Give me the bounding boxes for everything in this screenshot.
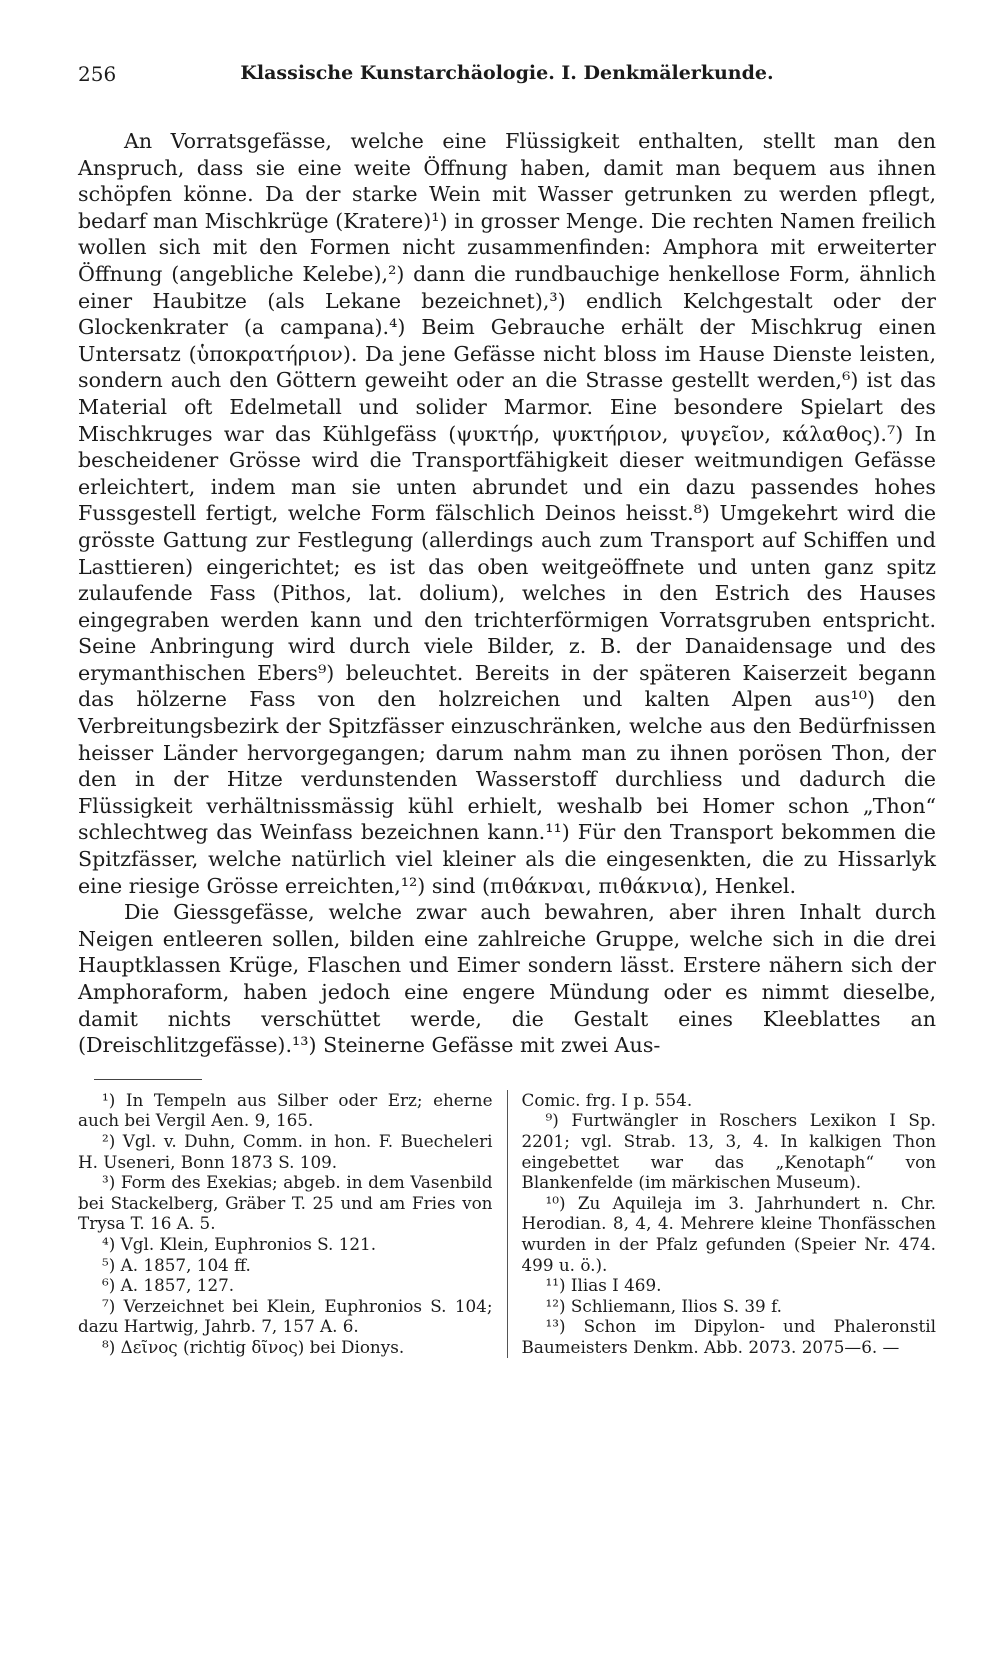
- footnote-6: ⁶) A. 1857, 127.: [102, 1275, 235, 1296]
- footnote-7: ⁷) Verzeichnet bei Klein, Euphronios S. 104; dazu Hartwig, Jahrb. 7, 157 A. 6.: [78, 1295, 493, 1337]
- footnote-4: ⁴) Vgl. Klein, Euphronios S. 121.: [102, 1233, 377, 1254]
- book-page: [78, 62, 936, 1358]
- page-number: 256: [78, 62, 117, 86]
- paragraph-giessgefaesse: Die Giessgefässe, welche zwar auch bewahren, aber ihren Inhalt durch Neigen entleeren sollen, bilden eine zahlreiche Gruppe, welche sich in die drei Hauptklassen Krüge, Flaschen und Eimer sondern lässt. Erstere nähern sich der Amphoraform, haben jedoch eine engere Mündung oder es nimmt dieselbe, damit nichts verschüttet werde, die Gestalt eines Kleeblattes an (Dreischlitzgefässe).¹³) Steinerne Gefässe mit zwei Aus-: [78, 900, 936, 1058]
- footnote-2: ²) Vgl. v. Duhn, Comm. in hon. F. Buecheleri H. Useneri, Bonn 1873 S. 109.: [78, 1130, 493, 1172]
- footnote-8: ⁸) Δεῖνος (richtig δῖνος) bei Dionys.: [102, 1336, 405, 1357]
- running-title: Klassische Kunstarchäologie. I. Denkmälerkunde.: [240, 62, 774, 84]
- footnote-11: ¹¹) Ilias I 469.: [545, 1275, 662, 1296]
- running-head: [78, 62, 936, 96]
- footnote-divider: [94, 1079, 202, 1080]
- footnote-1: ¹) In Tempeln aus Silber oder Erz; eherne auch bei Vergil Aen. 9, 165.: [78, 1089, 493, 1131]
- footnote-column-left: [78, 1090, 507, 1358]
- paragraph-vorratsgefaesse: An Vorratsgefässe, welche eine Flüssigkeit enthalten, stellt man den Anspruch, dass sie eine weite Öffnung haben, damit man bequem aus ihnen schöpfen könne. Da der starke Wein mit Wasser getrunken zu werden pflegt, bedarf man Mischkrüge (Kratere)¹) in grosser Menge. Die rechten Namen freilich wollen sich mit den Formen nicht zusammenfinden: Amphora mit erweiterter Öffnung (angebliche Kelebe),²) dann die rundbauchige henkellose Form, ähnlich einer Haubitze (als Lekane bezeichnet),³) endlich Kelchgestalt oder der Glockenkrater (a campana).⁴) Beim Gebrauche erhält der Mischkrug einen Untersatz (ὑποκρατήριον). Da jene Gefässe nicht bloss im Hause Dienste leisten, sondern auch den Göttern geweiht oder an die Strasse gestellt werden,⁶) ist das Material oft Edelmetall und solider Marmor. Eine besondere Spielart des Mischkruges war das Kühlgefäss (ψυκτήρ, ψυκτήριον, ψυγεῖον, κάλαθος).⁷) In bescheidener Grösse wird die Transportfähigkeit dieser weitmundigen Gefässe erleichtert, indem man sie unten abrundet und ein dazu passendes hohes Fussgestell fertigt, welche Form fälschlich Deinos heisst.⁸) Umgekehrt wird die grösste Gattung zur Festlegung (allerdings auch zum Transport auf Schiffen und Lasttieren) eingerichtet; es ist das oben weitgeöffnete und unten ganz spitz zulaufende Fass (Pithos, lat. dolium), welches in den Estrich des Hauses eingegraben werden kann und den trichterförmigen Vorratsgruben entspricht. Seine Anbringung wird durch viele Bilder, z. B. der Danaidensage und des erymanthischen Ebers⁹) beleuchtet. Bereits in der späteren Kaiserzeit begann das hölzerne Fass von den holzreichen und kalten Alpen aus¹⁰) den Verbreitungsbezirk der Spitzfässer einzuschränken, welche aus den Bedürfnissen heisser Länder hervorgegangen; darum nahm man zu ihnen porösen Thon, der den in der Hitze verdunstenden Wasserstoff durchliess und dadurch die Flüssigkeit verhältnissmässig kühl erhielt, weshalb bei Homer schon „Thon“ schlechtweg das Weinfass bezeichnen kann.¹¹) Für den Transport bekommen die Spitzfässer, welche natürlich viel kleiner als die eingesenkten, die zu Hissarlyk eine riesige Grösse erreichten,¹²) sind (πιθάκναι, πιθάκνια), Henkel.: [78, 129, 936, 898]
- footnote-12: ¹²) Schliemann, Ilios S. 39 f.: [545, 1295, 783, 1316]
- footnotes: [78, 1090, 936, 1358]
- footnote-8-continued: Comic. frg. I p. 554.: [521, 1089, 693, 1110]
- footnote-5: ⁵) A. 1857, 104 ff.: [102, 1254, 251, 1275]
- footnote-10: ¹⁰) Zu Aquileja im 3. Jahrhundert n. Chr. Herodian. 8, 4, 4. Mehrere kleine Thonfässchen wurden in der Pfalz gefunden (Speier Nr. 474. 499 u. ö.).: [521, 1192, 936, 1275]
- footnote-9: ⁹) Furtwängler in Roschers Lexikon I Sp. 2201; vgl. Strab. 13, 3, 4. In kalkigen Thon eingebettet war das „Kenotaph“ von Blankenfelde (im märkischen Museum).: [521, 1110, 936, 1193]
- footnote-column-right: [508, 1090, 937, 1358]
- main-text: [78, 128, 936, 1059]
- footnote-13: ¹³) Schon im Dipylon- und Phaleronstil Baumeisters Denkm. Abb. 2073. 2075—6. —: [521, 1316, 936, 1357]
- footnote-3: ³) Form des Exekias; abgeb. in dem Vasenbild bei Stackelberg, Gräber T. 25 und am Fries von Trysa T. 16 A. 5.: [78, 1172, 493, 1234]
